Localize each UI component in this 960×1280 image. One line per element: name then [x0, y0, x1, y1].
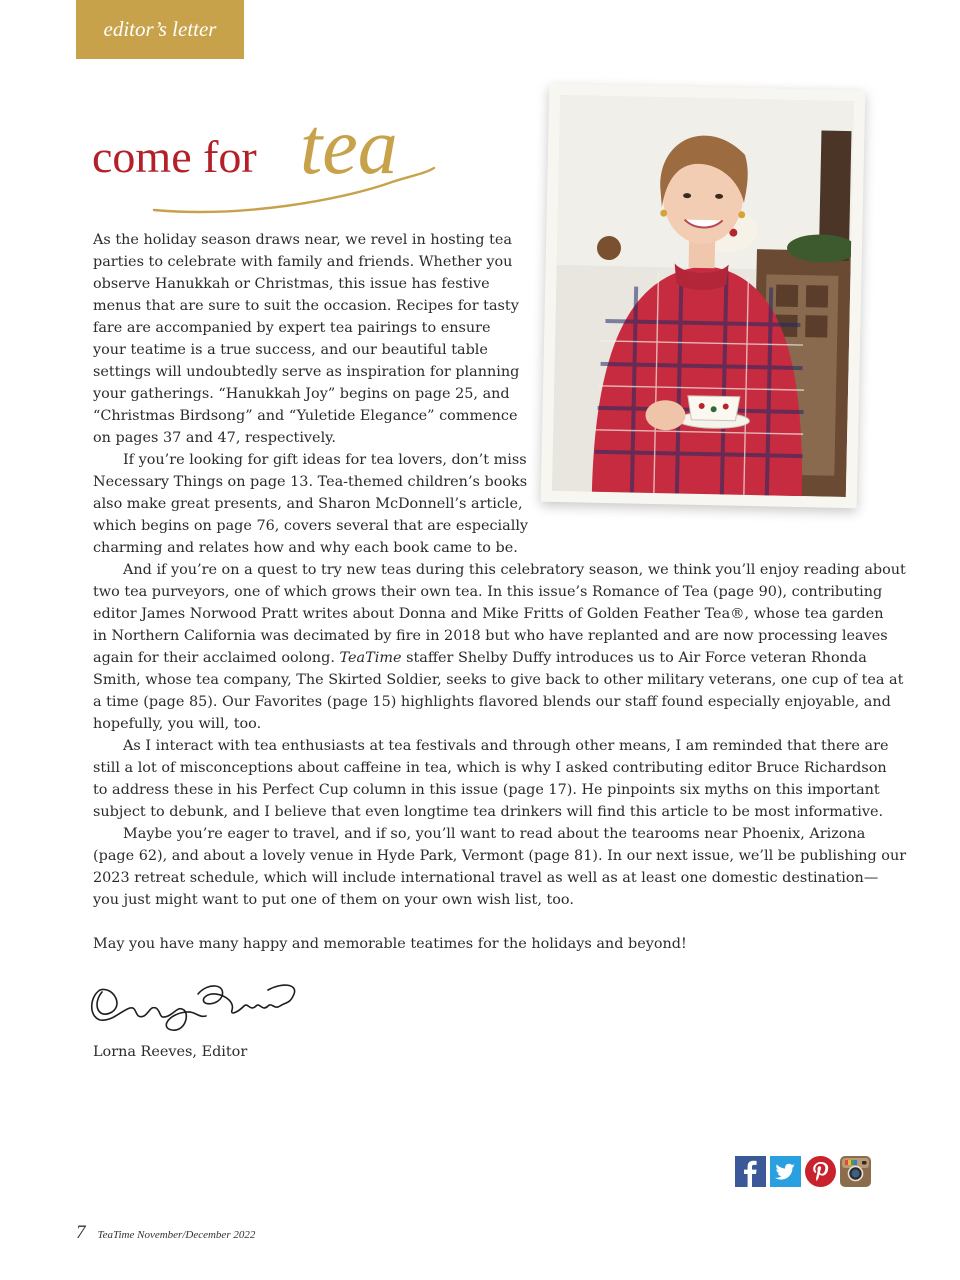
instagram-icon[interactable] [840, 1156, 871, 1187]
headline [92, 103, 452, 218]
page-number: 7 [76, 1222, 86, 1243]
letter-line: If you’re looking for gift ideas for tea lovers, don’t miss [123, 452, 527, 468]
letter-line: fare are accompanied by expert tea pairings to ensure [93, 320, 491, 336]
headline-part2: tea [300, 103, 398, 191]
letter-line: editor James Norwood Pratt writes about Donna and Mike Fritts of Golden Feather Tea®, whose tea garden [93, 606, 884, 622]
letter-line: observe Hanukkah or Christmas, this issue has festive [93, 276, 490, 292]
letter-line: a time (page 85). Our Favorites (page 15) highlights flavored blends our staff found especially enjoyable, and [93, 694, 891, 710]
pinterest-icon[interactable] [805, 1156, 836, 1187]
editor-signer: Lorna Reeves, Editor [93, 1044, 248, 1060]
letter-line: menus that are sure to suit the occasion. Recipes for tasty [93, 298, 519, 314]
letter-line: Necessary Things on page 13. Tea-themed children’s books [93, 474, 528, 490]
letter-line: your gatherings. “Hanukkah Joy” begins on page 25, and [93, 386, 510, 402]
headline-swash [92, 108, 452, 218]
page-footer [76, 1222, 255, 1244]
letter-line: on pages 37 and 47, respectively. [93, 430, 336, 446]
facebook-icon[interactable] [735, 1156, 766, 1187]
letter-line: in Northern California was decimated by fire in 2018 but who have replanted and are now processing leaves [93, 628, 888, 644]
letter-line: your teatime is a true success, and our beautiful table [93, 342, 488, 358]
paragraph-gap [93, 911, 888, 933]
letter-line: As the holiday season draws near, we revel in hosting tea [93, 232, 512, 248]
letter-line: “Christmas Birdsong” and “Yuletide Elegance” commence [93, 408, 518, 424]
letter-line: hopefully, you will, too. [93, 716, 262, 732]
letter-line: As I interact with tea enthusiasts at tea festivals and through other means, I am reminded that there are [123, 738, 889, 754]
letter-line: to address these in his Perfect Cup column in this issue (page 17). He pinpoints six myths on this important [93, 782, 880, 798]
closing-line: May you have many happy and memorable teatimes for the holidays and beyond! [93, 936, 687, 952]
letter-body [93, 229, 907, 955]
section-label: editor’s letter [103, 17, 217, 41]
social-icons [735, 1156, 871, 1187]
letter-line: you just might want to put one of them on your own wish list, too. [93, 892, 574, 908]
letter-line: Smith, whose tea company, The Skirted Soldier, seeks to give back to other military veterans, one cup of tea at [93, 672, 904, 688]
letter-line: also make great presents, and Sharon McDonnell’s article, [93, 496, 523, 512]
letter-line: charming and relates how and why each book came to be. [93, 540, 518, 556]
letter-line: Maybe you’re eager to travel, and if so, you’ll want to read about the tearooms near Phoenix, Arizona [123, 826, 866, 842]
letter-line: two tea purveyors, one of which grows their own tea. In this issue’s Romance of Tea (page 90), contributing [93, 584, 883, 600]
letter-line: (page 62), and about a lovely venue in Hyde Park, Vermont (page 81). In our next issue, we’ll be publishing our [93, 848, 907, 864]
publication-info: TeaTime November/December 2022 [97, 1229, 256, 1241]
letter-line: again for their acclaimed oolong. TeaTime staffer Shelby Duffy introduces us to Air Force veteran Rhonda [93, 650, 867, 666]
letter-line: parties to celebrate with family and friends. Whether you [93, 254, 513, 270]
letter-line: still a lot of misconceptions about caffeine in tea, which is why I asked contributing editor Bruce Richardson [93, 760, 887, 776]
letter-line: And if you’re on a quest to try new teas during this celebratory season, we think you’ll enjoy reading about [123, 562, 906, 578]
letter-line: subject to debunk, and I believe that even longtime tea drinkers will find this article to be most informative. [93, 804, 884, 820]
twitter-icon[interactable] [770, 1156, 801, 1187]
section-tab [76, 0, 244, 59]
editor-signature [86, 976, 301, 1038]
letter-line: settings will undoubtedly serve as inspiration for planning [93, 364, 520, 380]
letter-line: 2023 retreat schedule, which will include international travel as well as at least one domestic destination— [93, 870, 879, 886]
headline-part1: come for [92, 131, 257, 182]
letter-line: which begins on page 76, covers several that are especially [93, 518, 529, 534]
